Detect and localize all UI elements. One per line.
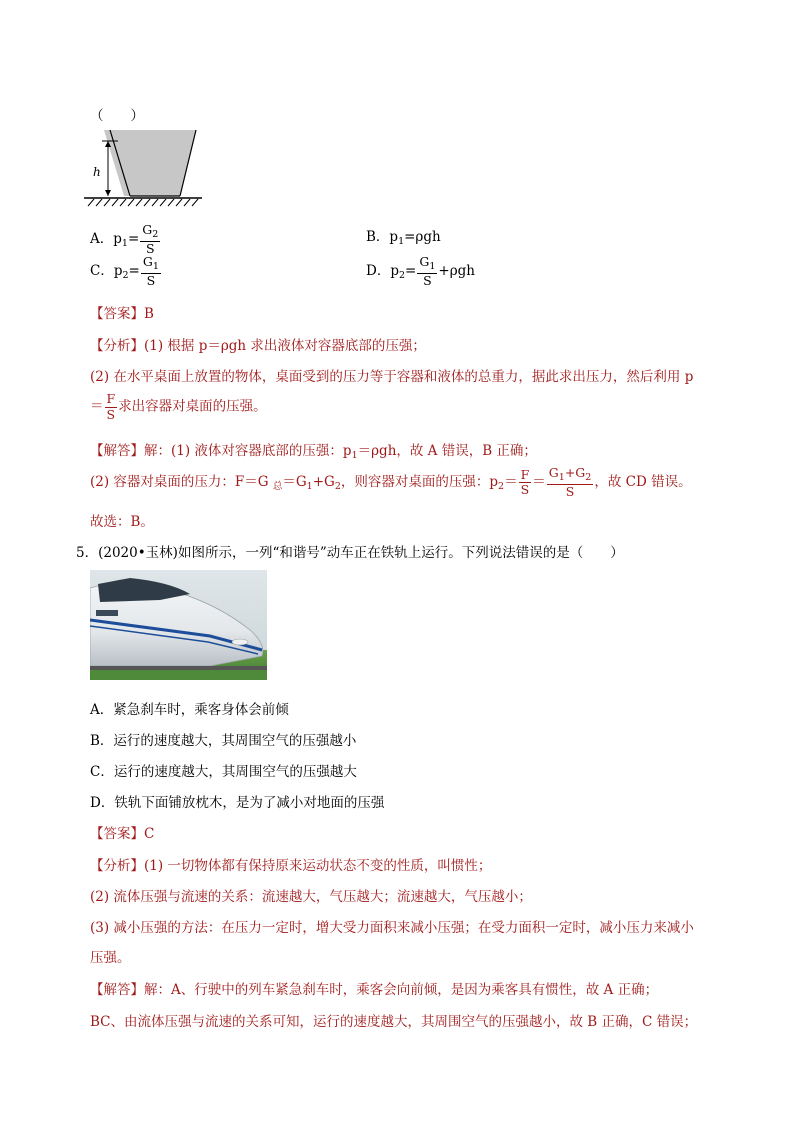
train-photo <box>90 570 267 680</box>
height-arrow-bottom <box>105 190 111 196</box>
q5-solution-1: 【解答】解：A、行驶中的列车紧急刹车时，乘客会向前倾，是因为乘客具有惯性，故 A 正确； <box>90 982 659 998</box>
q4-analysis-2: (2) 在水平桌面上放置的物体，桌面受到的压力等于容器和液体的总重力，据此求出压力，然后利用 p <box>90 369 694 385</box>
ground-hatch <box>88 199 198 206</box>
q4-answer: 【答案】B <box>90 306 154 322</box>
q5-answer: 【答案】C <box>90 826 155 842</box>
q4-analysis-1: 【分析】(1) 根据 p＝ρgh 求出液体对容器底部的压强； <box>90 338 426 354</box>
question-bracket: （ ） <box>90 108 144 124</box>
option-c: C．$p_2=$ $\frac{G_1}{S}$ <box>90 254 159 288</box>
container-diagram <box>84 124 204 214</box>
option-a: A．$p_1=$ $\frac{G_2}{S}$ <box>90 222 159 256</box>
q5-analysis-3: (3) 减小压强的方法：在压力一定时，增大受力面积来减小压强；在受力面积一定时，减小压力来减小 <box>90 920 694 936</box>
option-b: B．$p_1=\rho gh$ <box>366 229 441 247</box>
q4-solution-2: (2) 容器对桌面的压力：F＝G $_总=G_1+G_2$，则容器对桌面的压强：$p_2=$ $\frac{F}{S}$ ＝ $\frac{G_1+G_2}{S}$ ，故 CD 错误。 <box>90 465 692 499</box>
q5-option-d: D．铁轨下面铺放枕木，是为了减小对地面的压强 <box>90 795 385 811</box>
option-d: D．$p_2=$ $\frac{G_1}{S}$ +ρgh <box>366 254 475 288</box>
q4-conclusion: 故选：B。 <box>90 514 154 530</box>
q5-option-a: A．紧急刹车时，乘客身体会前倾 <box>90 702 289 718</box>
q5-analysis-4: 压强。 <box>90 950 131 966</box>
q5-analysis-1: 【分析】(1) 一切物体都有保持原来运动状态不变的性质，叫惯性； <box>90 858 492 874</box>
q4-analysis-3: ＝ $\frac{F}{S}$ 求出容器对桌面的压强。 <box>90 391 267 422</box>
q5-analysis-2: (2) 流体压强与流速的关系：流速越大，气压越大；流速越大，气压越小； <box>90 889 532 905</box>
q5-option-c: C．运行的速度越大，其周围空气的压强越大 <box>90 764 357 780</box>
q5-solution-2: BC、由流体压强与流速的关系可知，运行的速度越大，其周围空气的压强越小，故 B 正确，C 错误； <box>90 1014 698 1030</box>
q5-option-b: B．运行的速度越大，其周围空气的压强越小 <box>90 733 357 749</box>
height-label: h <box>93 165 101 179</box>
q5-stem: 5．(2020•玉林)如图所示，一列“和谐号”动车正在铁轨上运行。下列说法错误的是（ ） <box>76 545 624 561</box>
q4-solution-1: 【解答】解：(1) 液体对容器底部的压强：$p_1=\rho gh$，故 A 错误，B 正确； <box>90 443 537 461</box>
